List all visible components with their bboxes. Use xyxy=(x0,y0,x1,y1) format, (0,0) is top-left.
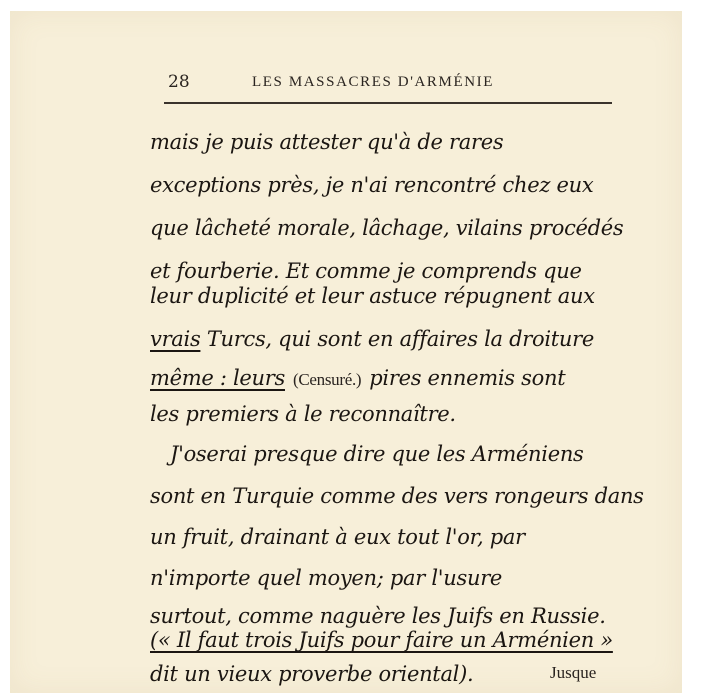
text-line: mais je puis attester qu'à de rares xyxy=(150,130,504,154)
text-line: exceptions près, je n'ai rencontré chez eux xyxy=(150,173,594,197)
text-line: sont en Turquie comme des vers rongeurs dans xyxy=(150,484,644,508)
text-line: (« Il faut trois Juifs pour faire un Arménien » xyxy=(150,628,613,652)
page-header xyxy=(168,72,614,92)
text-line: leur duplicité et leur astuce répugnent aux xyxy=(150,284,595,308)
running-title: LES MASSACRES D'ARMÉNIE xyxy=(252,74,495,90)
text-line: que lâcheté morale, lâchage, vilains procédés xyxy=(150,216,624,240)
text-line: n'importe quel moyen; par l'usure xyxy=(150,566,503,590)
text-line xyxy=(150,327,594,351)
header-rule xyxy=(164,102,612,104)
underlined-word: vrais xyxy=(150,327,201,351)
text-segment: pires ennemis sont xyxy=(369,366,566,390)
censored-stamp: (Censuré.) xyxy=(293,370,362,389)
page-scan xyxy=(10,11,682,693)
text-line xyxy=(150,366,565,390)
text-line: un fruit, drainant à eux tout l'or, par xyxy=(150,525,525,549)
text-segment: Turcs, qui sont en affaires la droiture xyxy=(206,327,595,351)
page-number: 28 xyxy=(168,72,190,92)
catchword: Jusque xyxy=(550,663,597,682)
text-line: les premiers à le reconnaître. xyxy=(150,402,456,426)
text-line: surtout, comme naguère les Juifs en Russie. xyxy=(150,604,606,628)
text-line: J'oserai presque dire que les Arméniens xyxy=(170,442,584,466)
text-line: dit un vieux proverbe oriental). xyxy=(150,662,474,686)
text-line: et fourberie. Et comme je comprends que xyxy=(150,259,582,283)
text-segment: même : leurs xyxy=(150,366,285,390)
